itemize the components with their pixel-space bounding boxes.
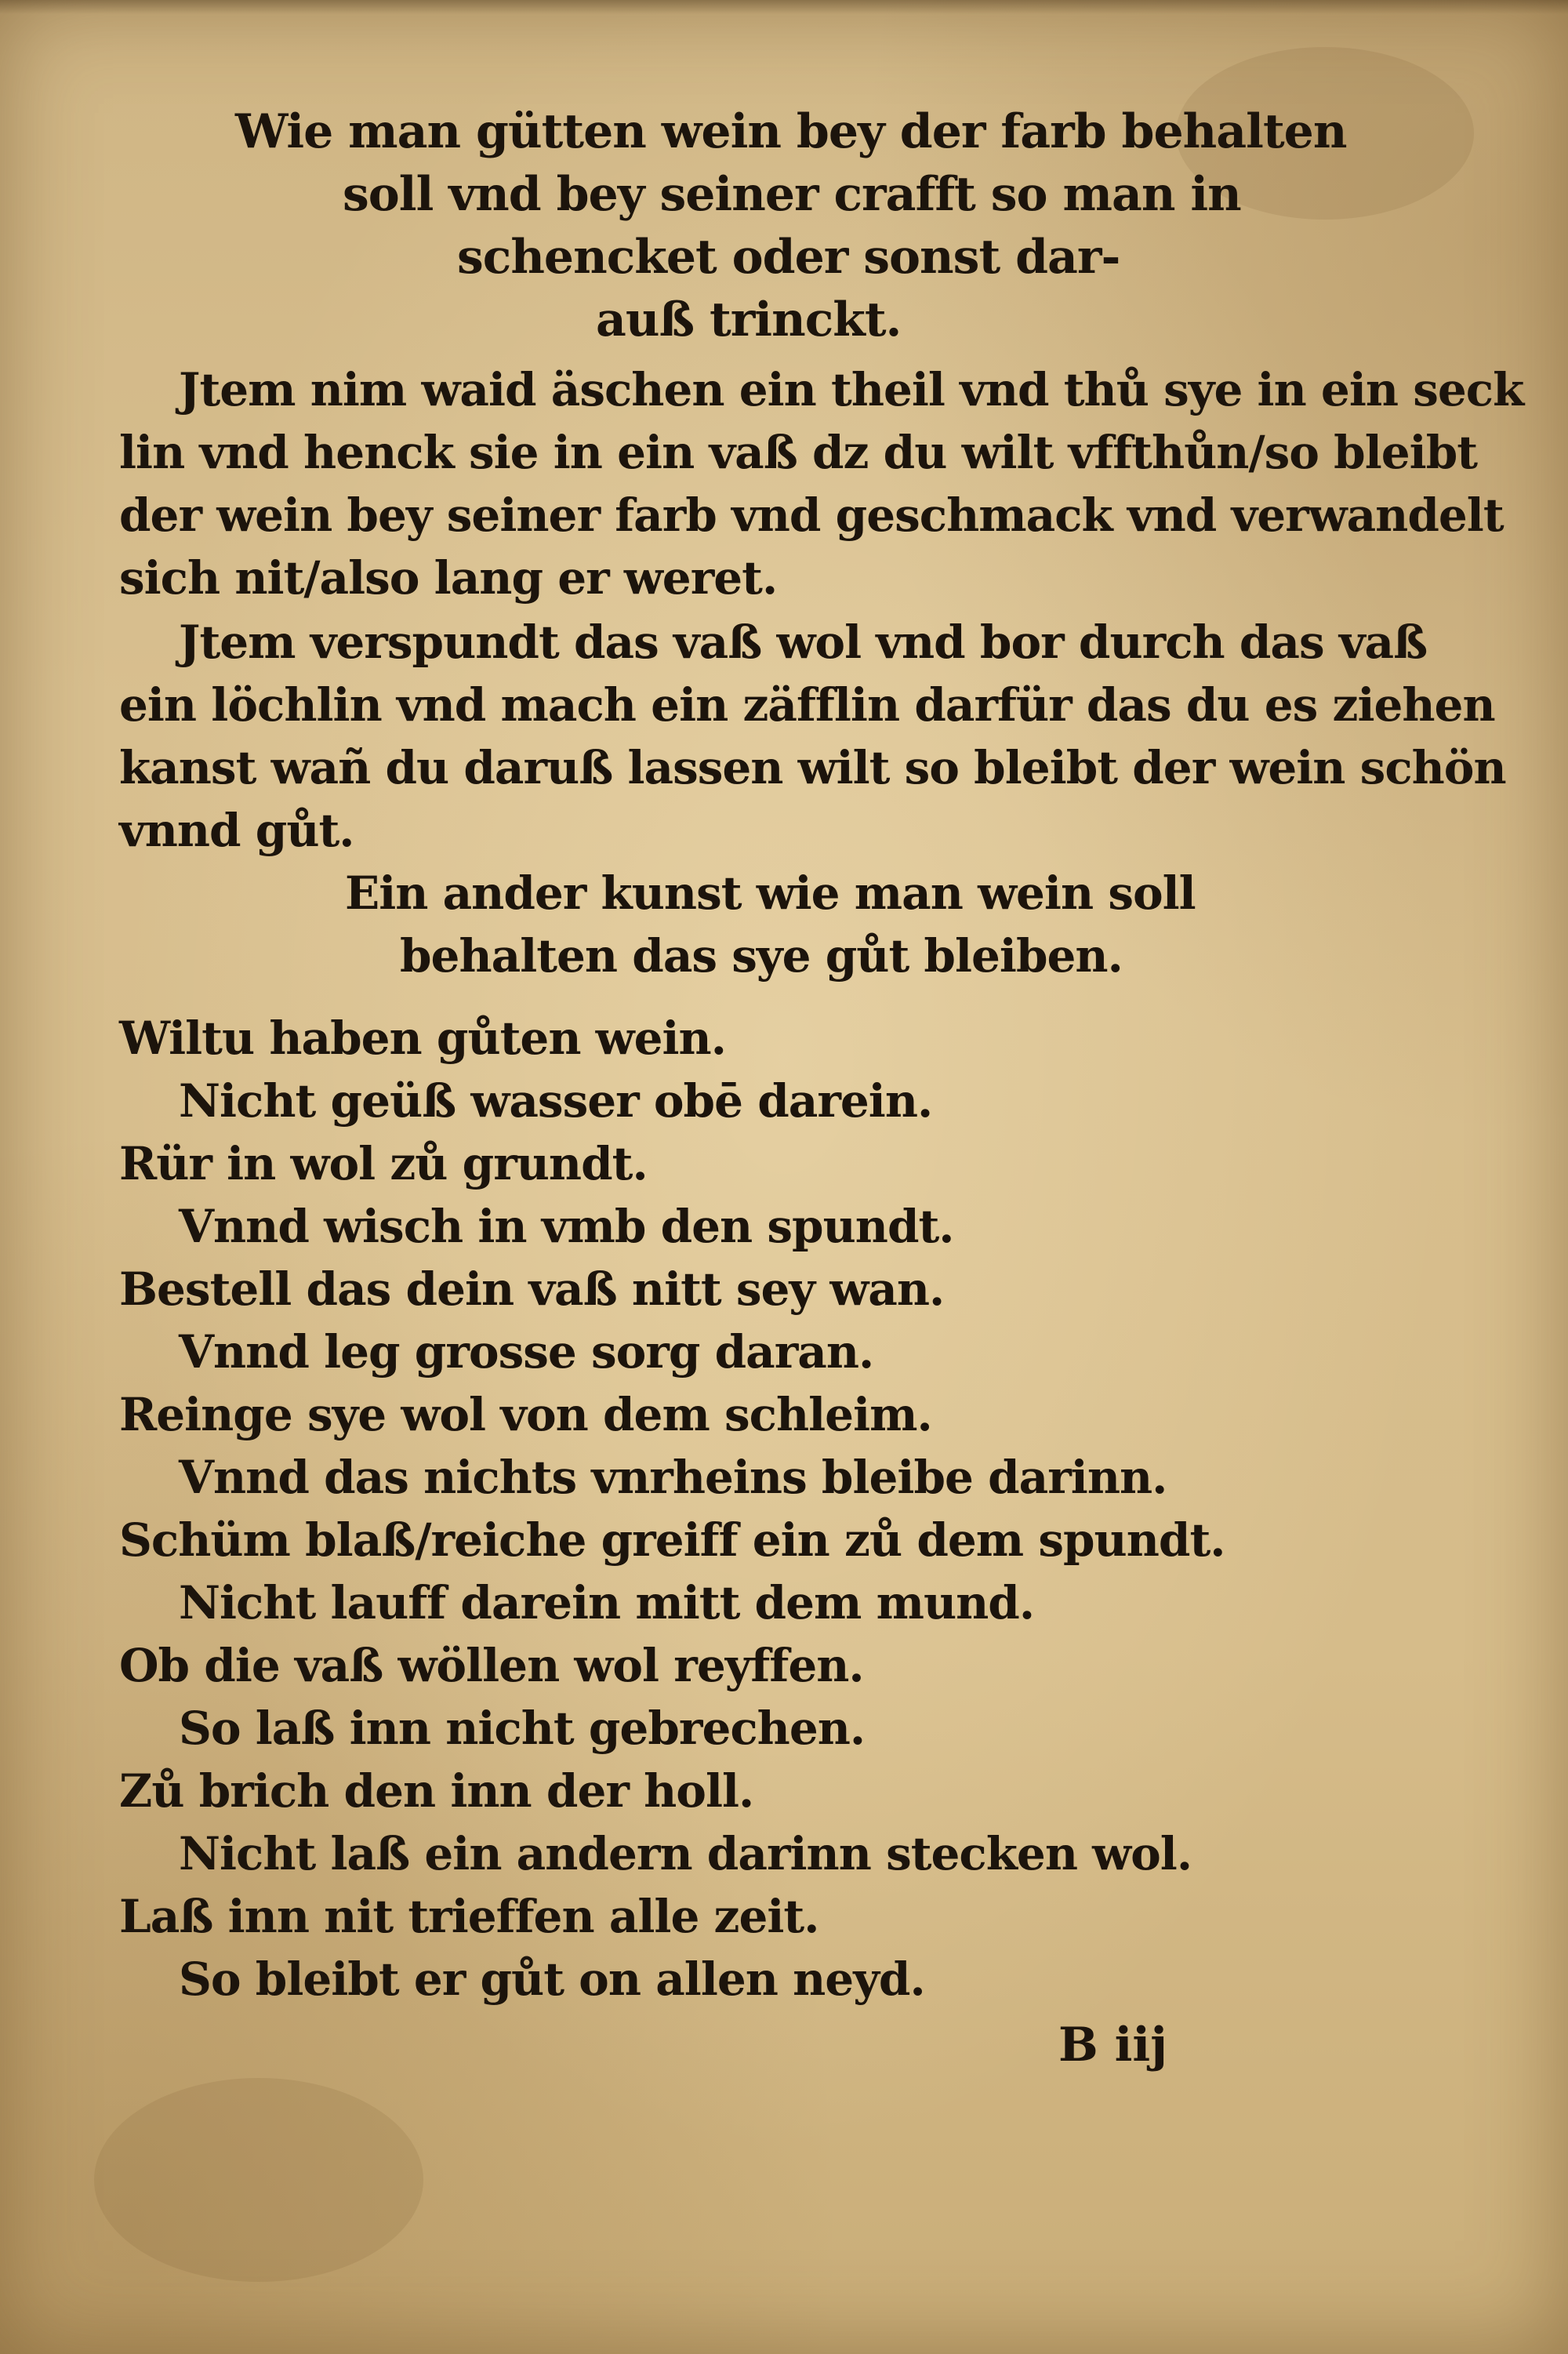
verse-line-3: Rür in wol zů grundt. [119,1137,648,1190]
verse-line-13: Zů brich den inn der holl. [119,1764,754,1818]
verse-line-15: Laß inn nit trieffen alle zeit. [119,1890,819,1943]
paragraph-1-line-2: lin vnd henck sie in ein vaß dz du wilt vffthůn/so bleibt [119,426,1478,479]
paragraph-2-line-3: kanst wañ du daruß lassen wilt so bleibt der wein schön [119,741,1506,794]
verse-line-9: Schüm blaß/reiche greiff ein zů dem spundt. [119,1513,1225,1567]
paragraph-1-line-3: der wein bey seiner farb vnd geschmack vnd verwandelt [119,489,1504,542]
signature-mark: B iij [1058,2018,1167,2072]
verse-line-6: Vnnd leg grosse sorg daran. [179,1325,874,1379]
paragraph-2-line-2: ein löchlin vnd mach ein zäfflin darfür das du es ziehen [119,678,1495,732]
heading-line-3: schencket oder sonst dar- [457,230,1120,285]
subheading-line-2: behalten das sye gůt bleiben. [400,929,1123,983]
verse-line-8: Vnnd das nichts vnrheins bleibe darinn. [179,1451,1167,1504]
paragraph-1-line-4: sich nit/also lang er weret. [119,551,778,605]
heading-line-4: auß trinckt. [596,292,902,347]
paragraph-1-line-1: Jtem nim waid äschen ein theil vnd thů sye in ein seck [179,363,1524,416]
verse-line-16: So bleibt er gůt on allen neyd. [179,1953,925,2006]
verse-line-10: Nicht lauff darein mitt dem mund. [179,1576,1035,1629]
heading-line-1: Wie man gütten wein bey der farb behalten [235,104,1347,159]
verse-line-11: Ob die vaß wöllen wol reyffen. [119,1639,864,1692]
page-top-edge [0,0,1568,14]
verse-line-4: Vnnd wisch in vmb den spundt. [179,1200,954,1253]
paper-stain [94,2078,423,2282]
verse-line-12: So laß inn nicht gebrechen. [179,1702,866,1755]
verse-line-14: Nicht laß ein andern darinn stecken wol. [179,1827,1192,1880]
subheading-line-1: Ein ander kunst wie man wein soll [345,866,1196,920]
heading-line-2: soll vnd bey seiner crafft so man in [343,167,1241,222]
verse-line-7: Reinge sye wol von dem schleim. [119,1388,932,1441]
verse-line-1: Wiltu haben gůten wein. [119,1012,726,1065]
verse-line-5: Bestell das dein vaß nitt sey wan. [119,1262,945,1316]
paragraph-2-line-1: Jtem verspundt das vaß wol vnd bor durch das vaß [179,616,1428,669]
paragraph-2-line-4: vnnd gůt. [119,804,354,857]
verse-line-2: Nicht geüß wasser obē darein. [179,1074,933,1128]
